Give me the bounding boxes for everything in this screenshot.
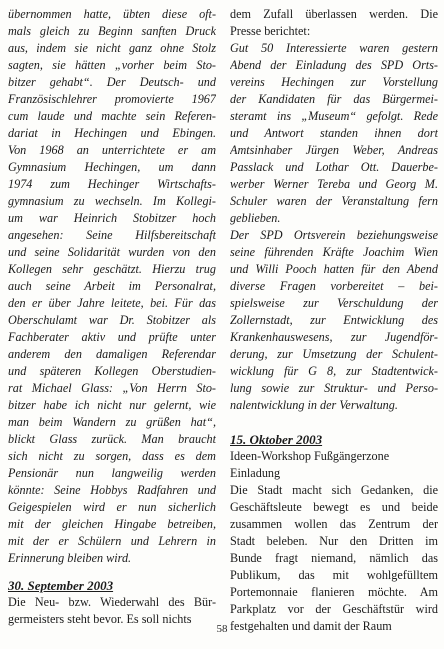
text-line: festgehalten und damit der Raum: [230, 619, 392, 633]
workshop-invitation-text: [230, 448, 438, 635]
text-line: Von 1968 an unterrichtete er am: [8, 143, 216, 157]
text-line: Gut 50 Interessierte waren gestern: [230, 41, 438, 55]
text-line: Oberschulamt war Dr. Stobitzer als: [8, 313, 216, 327]
text-line: Kollegen sehr geschätzt. Hierzu trug: [8, 262, 216, 276]
text-line: Passlack und Lothar Ott. Dauerbe-: [230, 160, 438, 174]
text-line: Der SPD Ortsverein beziehungsweise: [230, 228, 438, 242]
text-line: mals gleich zu Beginn sanften Druck: [8, 24, 216, 38]
text-line: werber Werner Tereba und Georg M.: [230, 177, 438, 191]
text-line: Parkplatz vor der Geschäftstür wird: [230, 602, 438, 616]
text-line: aus, indem sie nicht ganz ohne Stolz: [8, 41, 216, 55]
text-line: und seine Solidarität wurden von den: [8, 245, 216, 259]
text-line: sich nicht zu sorgen, dass es dem: [8, 449, 216, 463]
press-report-text: [230, 40, 438, 414]
text-line: übernommen hatte, übten diese oft-: [8, 7, 216, 21]
text-line: Fachberater aktiv und prüfte unter: [8, 330, 216, 344]
text-line: steramt ins „Museum“ gefolgt. Rede: [230, 109, 438, 123]
text-line: nalentwicklung in der Verwaltung.: [230, 398, 398, 412]
text-line: Bunde fragt niemand, nämlich das: [230, 551, 438, 565]
text-line: wicklung für G 8, zur Stadtentwick-: [230, 364, 438, 378]
text-line: dariat in Hechingen und Ebingen.: [8, 126, 216, 140]
text-line: könnte: Seine Hobbys Radfahren und: [8, 483, 216, 497]
text-line: der Kandidaten für das Bürgermei-: [230, 92, 438, 106]
text-line: Geigespielen wird er nun sicherlich: [8, 500, 216, 514]
text-line: Französischlehrer promovierte 1967: [8, 92, 216, 106]
text-line: 1974 zum Hechinger Wirtschafts-: [8, 177, 216, 191]
heading-15-oktober-2003: 15. Oktober 2003: [230, 432, 323, 447]
text-line: Geschäftsleute bewegt es und beide: [230, 500, 438, 514]
text-line: Stadt beleben. Nur den Dritten im: [230, 534, 438, 548]
heading-30-september-2003: 30. September 2003: [8, 578, 114, 593]
text-line: lung sowie zur Struktur- und Perso-: [230, 381, 438, 395]
text-line: und späteren Kollegen Oberstudien-: [8, 364, 216, 378]
text-line: man beim Wandern zu grüßen hat“,: [8, 415, 216, 429]
text-line: Einladung: [230, 466, 281, 480]
text-line: um war Heinrich Stobitzer hoch: [8, 211, 216, 225]
text-line: Ideen-Workshop Fußgängerzone: [230, 449, 390, 463]
text-line: germeisters steht bevor. Es soll nichts: [8, 612, 192, 626]
text-line: Pensionär nun langweilig werden: [8, 466, 216, 480]
text-line: derung, zur Umsetzung der Schulent-: [230, 347, 438, 361]
text-line: Gymnasium Hechingen, um dann: [8, 160, 216, 174]
text-line: anderem den damaligen Referendar: [8, 347, 216, 361]
text-line: geblieben.: [230, 211, 281, 225]
text-line: mit der er Schülern und Lehrern in: [8, 534, 216, 548]
text-line: Krankenhauswesens, zur Jugendför-: [230, 330, 438, 344]
text-line: Die Neu- bzw. Wiederwahl des Bür-: [8, 595, 216, 609]
text-line: Portemonnaie flanieren möchte. Am: [230, 585, 438, 599]
text-line: zusammen wollen das Zentrum der: [230, 517, 438, 531]
page-number: 58: [216, 623, 228, 635]
text-line: vereins Hechingen zur Vorstellung: [230, 75, 438, 89]
left-column: [8, 6, 216, 628]
text-line: cum laude und machte sein Referen-: [8, 109, 216, 123]
text-line: auch seine Arbeit im Personalrat,: [8, 279, 216, 293]
text-line: und Antwort standen ihnen dort: [230, 126, 438, 140]
text-line: angesehen: Seine Hilfsbereitschaft: [8, 228, 216, 242]
text-line: Zollernstadt, zur Entwicklung des: [230, 313, 438, 327]
text-line: den er über Jahre leitete, bei. Für das: [8, 296, 216, 310]
text-line: dem Zufall überlassen werden. Die: [230, 7, 438, 21]
text-line: rat Michael Glass: „Von Herrn Sto-: [8, 381, 216, 395]
text-line: bitzer habe ich nicht nur gelernt, wie: [8, 398, 216, 412]
text-line: Publikum, das mit wohlgefülltem: [230, 568, 438, 582]
text-line: Die Stadt macht sich Gedanken, die: [230, 483, 438, 497]
text-line: Abend der Einladung des SPD Orts-: [230, 58, 438, 72]
text-line: sagten, sie hätten „vorher beim Sto-: [8, 58, 216, 72]
text-line: Presse berichtet:: [230, 24, 311, 38]
election-intro-continued: [230, 6, 438, 40]
text-line: Schuler waren der Veranstaltung fern: [230, 194, 438, 208]
right-column: [230, 6, 438, 635]
text-line: gymnasium zu wechseln. Im Kollegi-: [8, 194, 216, 208]
text-line: und Willi Pooch hatten für den Abend: [230, 262, 438, 276]
text-line: seine führenden Kräfte Joachim Wien: [230, 245, 438, 259]
text-line: mit der gleichen Hingabe betreiben,: [8, 517, 216, 531]
text-line: blickt Glass zurück. Man braucht: [8, 432, 216, 446]
text-line: bitzer gehabt“. Der Deutsch- und: [8, 75, 216, 89]
stobitzer-article-text: [8, 6, 216, 567]
text-line: Erinnerung bleiben wird.: [8, 551, 132, 565]
text-line: Amtsinhaber Jürgen Weber, Andreas: [230, 143, 438, 157]
text-line: spielsweise zur Verschuldung der: [230, 296, 438, 310]
text-line: diverse Fragen vorbereitet – bei-: [230, 279, 438, 293]
